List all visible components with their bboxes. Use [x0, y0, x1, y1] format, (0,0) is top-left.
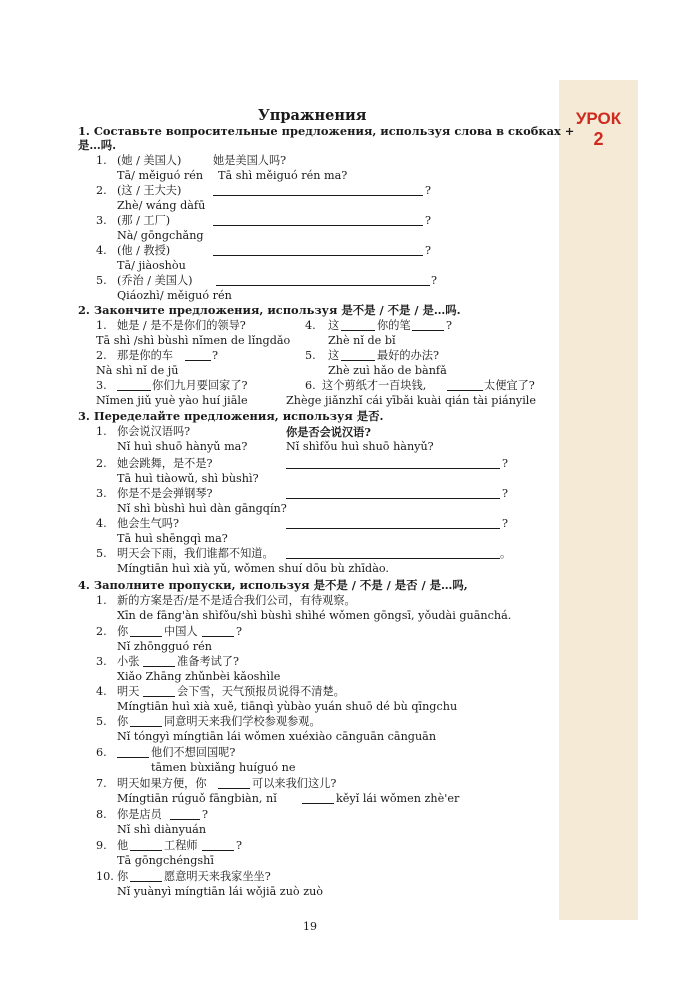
ex4-item-pre: 你	[117, 870, 129, 883]
answer-blank[interactable]	[130, 881, 162, 882]
ex4-item-mid: 会下雪，天气预报员说得不清楚。	[177, 685, 345, 698]
lesson-sidebar	[559, 80, 638, 920]
ex3-item-text: 她会跳舞，是不是?	[117, 457, 213, 470]
ex4-item-pinyin: Xīn de fāng'àn shìfǒu/shì bùshì shìhé wǒmen gōngsī, yǒudài guānchá.	[117, 609, 512, 622]
ex4-item-pinyin-cont: kěyǐ lái wǒmen zhè'er	[336, 792, 460, 805]
answer-blank[interactable]	[286, 468, 500, 469]
ex1-item-pinyin: Tā/ měiguó rén	[117, 169, 204, 182]
ex4-item-num: 6.	[96, 746, 107, 759]
ex4-item-num: 1.	[96, 594, 107, 607]
ex1-heading-cont: 是…吗.	[78, 138, 117, 152]
answer-blank[interactable]	[286, 498, 500, 499]
answer-blank[interactable]	[447, 390, 483, 391]
ex3-item-text: 你是不是会弹钢琴?	[117, 487, 213, 500]
ex1-item-num: 2.	[96, 184, 107, 197]
answer-blank[interactable]	[117, 757, 149, 758]
ex3-item-num: 2.	[96, 457, 107, 470]
ex4-item-pinyin: Míngtiān huì xià xuě, tiānqì yùbào yuán shuō dé bù qīngchu	[117, 700, 458, 713]
ex4-item-text: 新的方案是否/是不是适合我们公司，有待观察。	[117, 594, 356, 607]
ex3-item-pinyin: Míngtiān huì xià yǔ, wǒmen shuí dōu bù zhīdào.	[117, 562, 389, 575]
answer-blank[interactable]	[143, 696, 175, 697]
ex2-item-pinyin: Zhè nǐ de bǐ	[328, 334, 396, 347]
ex2-item-num: 3.	[96, 379, 107, 392]
ex4-item-mid: 可以来我们这儿?	[252, 777, 337, 790]
ex4-item-pre: 你	[117, 715, 129, 728]
ex2-item-pre: 这个剪纸才一百块钱,	[322, 379, 427, 392]
answer-blank[interactable]	[130, 850, 162, 851]
ex2-item-num: 1.	[96, 319, 107, 332]
answer-blank[interactable]	[130, 636, 162, 637]
ex4-item-num: 2.	[96, 625, 107, 638]
ex1-item-hint: (这 / 王大夫)	[117, 184, 182, 197]
ex4-item-pre: 明天	[117, 685, 140, 698]
ex4-item-mid: 工程师	[164, 839, 198, 852]
ex1-item-pinyin: Qiáozhì/ měiguó rén	[117, 289, 232, 302]
ex1-item-pinyin: Nà/ gōngchǎng	[117, 229, 204, 242]
ex3-heading: 3. Переделайте предложения, используя 是否.	[78, 409, 384, 423]
ex2-heading: 2. Закончите предложения, используя 是不是 / 不是 / 是…吗.	[78, 303, 461, 317]
ex2-item-pre: 那是你的车	[117, 349, 173, 362]
ex3-item-num: 5.	[96, 547, 107, 560]
ex4-item-mid: 他们不想回国呢?	[151, 746, 236, 759]
question-mark: ?	[202, 808, 208, 821]
ex3-item-num: 1.	[96, 425, 107, 438]
ex2-item-mid: 你们九月要回家了?	[152, 379, 248, 392]
ex4-item-pre: 你是店员	[117, 808, 162, 821]
question-mark: ?	[502, 457, 508, 470]
ex2-item-pinyin: Nà shì nǐ de jū	[96, 364, 179, 377]
ex2-item-num: 2.	[96, 349, 107, 362]
ex4-item-pre: 小张	[117, 655, 140, 668]
ex4-item-pre: 你	[117, 625, 129, 638]
ex2-item-mid: 最好的办法?	[377, 349, 439, 362]
ex3-item-text: 他会生气吗?	[117, 517, 179, 530]
answer-blank[interactable]	[202, 850, 234, 851]
ex4-item-num: 7.	[96, 777, 107, 790]
answer-blank[interactable]	[302, 803, 334, 804]
ex1-item-pinyin: Zhè/ wáng dàfū	[117, 199, 206, 212]
ex1-item-num: 3.	[96, 214, 107, 227]
ex3-item-num: 3.	[96, 487, 107, 500]
ex2-item-mid: 你的笔	[377, 319, 411, 332]
question-mark: ?	[212, 349, 218, 362]
ex1-item-hint: (乔治 / 美国人)	[117, 274, 193, 287]
question-mark: ?	[502, 487, 508, 500]
ex3-example-answer-pinyin: Nǐ shìfǒu huì shuō hànyǔ?	[286, 440, 434, 453]
page-title: Упражнения	[258, 107, 367, 124]
sentence-end: 。	[500, 547, 512, 560]
lesson-word: УРОК	[575, 109, 622, 128]
question-mark: ?	[425, 214, 431, 227]
ex2-item-pinyin: Nǐmen jiǔ yuè yào huí jiāle	[96, 394, 248, 407]
ex2-item-pinyin: Zhè zuì hǎo de bànfǎ	[328, 364, 447, 377]
answer-blank[interactable]	[213, 195, 423, 196]
ex4-item-num: 4.	[96, 685, 107, 698]
ex4-item-pinyin: tāmen bùxiǎng huíguó ne	[151, 761, 296, 774]
ex4-item-pre: 明天如果方便，你	[117, 777, 207, 790]
ex1-heading: 1. Составьте вопросительные предложения, используя слова в скобках +	[78, 124, 575, 138]
answer-blank[interactable]	[117, 390, 151, 391]
ex3-item-pinyin: Nǐ shì bùshì huì dàn gāngqín?	[117, 502, 287, 515]
question-mark: ?	[425, 184, 431, 197]
ex3-item-num: 4.	[96, 517, 107, 530]
ex2-item-num: 5.	[305, 349, 316, 362]
ex2-item-pre: 这	[328, 319, 340, 332]
ex4-item-num: 3.	[96, 655, 107, 668]
ex4-item-mid: 准备考试了?	[177, 655, 239, 668]
answer-blank[interactable]	[341, 360, 375, 361]
ex2-item-pre: 这	[328, 349, 340, 362]
answer-blank[interactable]	[286, 558, 500, 559]
ex1-item-hint: (他 / 教授)	[117, 244, 171, 257]
ex3-item-pinyin: Tā huì shēngqì ma?	[117, 532, 228, 545]
answer-blank[interactable]	[218, 788, 250, 789]
answer-blank[interactable]	[202, 636, 234, 637]
lesson-number: 2	[593, 129, 604, 149]
answer-blank[interactable]	[213, 255, 423, 256]
ex1-item-hint: (她 / 美国人)	[117, 154, 182, 167]
ex4-heading: 4. Заполните пропуски, используя 是不是 / 不是 / 是否 / 是…吗,	[78, 578, 468, 592]
ex2-item-mid: 太便宜了?	[484, 379, 535, 392]
ex4-item-pinyin: Nǐ yuànyì míngtiān lái wǒjiā zuò zuò	[117, 885, 324, 898]
ex2-item-text: 她是 / 是不是你们的领导?	[117, 319, 246, 332]
ex4-item-mid: 愿意明天来我家坐坐?	[164, 870, 271, 883]
ex4-item-pinyin: Nǐ tóngyì míngtiān lái wǒmen xuéxiào cānguān cānguān	[117, 730, 437, 743]
page-number: 19	[303, 920, 317, 933]
question-mark: ?	[236, 625, 242, 638]
ex4-item-pinyin: Nǐ shì diànyuán	[117, 823, 207, 836]
question-mark: ?	[502, 517, 508, 530]
ex4-item-mid: 中国人	[164, 625, 198, 638]
ex4-item-pre: 他	[117, 839, 129, 852]
ex1-item-num: 4.	[96, 244, 107, 257]
ex3-item-text: 明天会下雨，我们谁都不知道。	[117, 547, 274, 560]
ex1-example-answer: 她是美国人吗?	[213, 154, 287, 167]
ex2-item-num: 6.	[305, 379, 316, 392]
answer-blank[interactable]	[341, 330, 375, 331]
ex1-item-num: 1.	[96, 154, 107, 167]
answer-blank[interactable]	[130, 726, 162, 727]
ex2-item-pinyin: Zhège jiǎnzhǐ cái yībǎi kuài qián tài piányile	[286, 394, 536, 407]
ex4-item-num: 9.	[96, 839, 107, 852]
answer-blank[interactable]	[213, 225, 423, 226]
ex1-item-num: 5.	[96, 274, 107, 287]
ex4-item-num: 10.	[96, 870, 114, 883]
answer-blank[interactable]	[185, 360, 211, 361]
question-mark: ?	[446, 319, 452, 332]
ex3-item-pinyin: Nǐ huì shuō hànyǔ ma?	[117, 440, 248, 453]
ex1-item-pinyin: Tā/ jiàoshòu	[117, 259, 186, 272]
ex4-item-pinyin: Xiǎo Zhāng zhǔnbèi kǎoshìle	[117, 670, 281, 683]
question-mark: ?	[425, 244, 431, 257]
ex3-item-pinyin: Tā huì tiàowǔ, shì bùshì?	[117, 472, 259, 485]
ex4-item-num: 5.	[96, 715, 107, 728]
ex4-item-num: 8.	[96, 808, 107, 821]
ex4-item-mid: 同意明天来我们学校参观参观。	[164, 715, 321, 728]
question-mark: ?	[236, 839, 242, 852]
ex3-item-text: 你会说汉语吗?	[117, 425, 191, 438]
ex3-example-answer: 你是否会说汉语?	[286, 425, 371, 439]
answer-blank[interactable]	[286, 528, 500, 529]
answer-blank[interactable]	[143, 666, 175, 667]
question-mark: ?	[431, 274, 437, 287]
answer-blank[interactable]	[216, 285, 430, 286]
ex1-example-answer-pinyin: Tā shì měiguó rén ma?	[218, 169, 348, 182]
ex4-item-pinyin: Míngtiān rúguǒ fāngbiàn, nǐ	[117, 792, 277, 805]
ex2-item-num: 4.	[305, 319, 316, 332]
ex4-item-pinyin: Tā gōngchéngshī	[117, 854, 214, 867]
answer-blank[interactable]	[412, 330, 444, 331]
ex4-item-pinyin: Nǐ zhōngguó rén	[117, 640, 212, 653]
answer-blank[interactable]	[170, 819, 200, 820]
ex1-item-hint: (那 / 工厂)	[117, 214, 171, 227]
ex2-item-pinyin: Tā shì /shì bùshì nǐmen de lǐngdǎo	[96, 334, 291, 347]
